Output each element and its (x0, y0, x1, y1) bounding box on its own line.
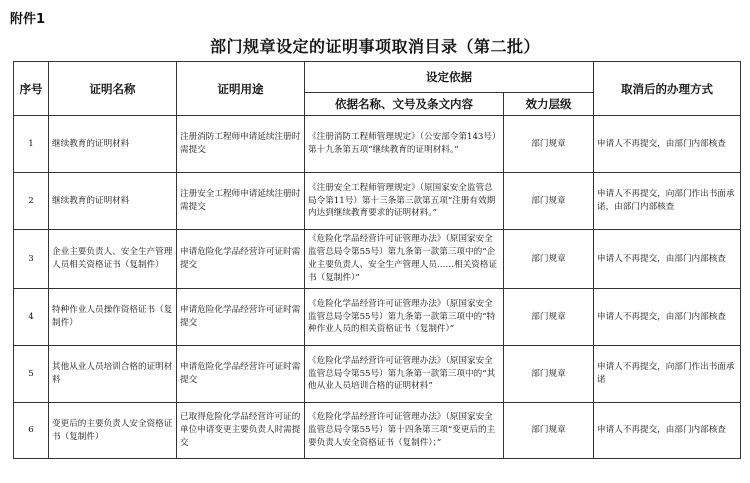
cell-basis: 《注册消防工程师管理规定》（公安部令第143号）第十九条第五项“继续教育的证明材料。” (305, 116, 504, 173)
cell-after: 申请人不再提交，由部门内部核查 (594, 403, 741, 459)
cell-name: 变更后的主要负责人安全资格证书（复制件） (49, 403, 177, 459)
cell-level: 部门规章 (504, 230, 594, 289)
header-name: 证明名称 (49, 62, 177, 116)
cell-basis: 《危险化学品经营许可证管理办法》（原国家安全监管总局令第55号）第九条第一款第三项中的“特种作业人员的相关资格证书（复制件）” (305, 289, 504, 346)
cell-basis: 《注册安全工程师管理规定》（原国家安全监管总局令第11号）第十三条第三款第五项“注册有效期内达到继续教育要求的证明材料。” (305, 173, 504, 230)
cell-after: 申请人不再提交，由部门内部核查 (594, 116, 741, 173)
cell-after: 申请人不再提交，由部门内部核查 (594, 230, 741, 289)
cell-name: 继续教育的证明材料 (49, 173, 177, 230)
page-title: 部门规章设定的证明事项取消目录（第二批） (209, 37, 540, 56)
cell-after: 申请人不再提交，向部门作出书面承诺 (594, 346, 741, 403)
cell-index: 5 (14, 346, 49, 403)
header-row-1 (14, 62, 741, 93)
header-index: 序号 (14, 62, 49, 116)
cancellation-table (13, 61, 741, 459)
cell-level: 部门规章 (504, 289, 594, 346)
cell-name: 企业主要负责人、安全生产管理人员相关资格证书（复制件） (49, 230, 177, 289)
table-row (14, 403, 741, 459)
cell-index: 6 (14, 403, 49, 459)
cell-index: 3 (14, 230, 49, 289)
cell-index: 4 (14, 289, 49, 346)
cell-basis: 《危险化学品经营许可证管理办法》（原国家安全监管总局令第55号）第十四条第三项“变更后的主要负责人安全资格证书（复制件）；” (305, 403, 504, 459)
cell-level: 部门规章 (504, 346, 594, 403)
table-row (14, 230, 741, 289)
cell-index: 2 (14, 173, 49, 230)
cell-use: 申请危险化学品经营许可证时需提交 (177, 230, 305, 289)
cell-level: 部门规章 (504, 173, 594, 230)
cell-level: 部门规章 (504, 403, 594, 459)
cell-after: 申请人不再提交，向部门作出书面承诺，由部门内部核查 (594, 173, 741, 230)
cell-level: 部门规章 (504, 116, 594, 173)
cell-name: 其他从业人员培训合格的证明材料 (49, 346, 177, 403)
cell-use: 注册消防工程师申请延续注册时需提交 (177, 116, 305, 173)
table-row (14, 346, 741, 403)
cell-name: 继续教育的证明材料 (49, 116, 177, 173)
header-after: 取消后的办理方式 (594, 62, 741, 116)
cell-basis: 《危险化学品经营许可证管理办法》（原国家安全监管总局令第55号）第九条第一款第三项中的“企业主要负责人、安全生产管理人员……相关资格证书（复制件）” (305, 230, 504, 289)
table-row (14, 173, 741, 230)
cell-use: 申请危险化学品经营许可证时需提交 (177, 346, 305, 403)
table-row (14, 289, 741, 346)
cell-use: 注册安全工程师申请延续注册时需提交 (177, 173, 305, 230)
cell-after: 申请人不再提交，由部门内部核查 (594, 289, 741, 346)
cell-index: 1 (14, 116, 49, 173)
cell-use: 已取得危险化学品经营许可证的单位申请变更主要负责人时需提交 (177, 403, 305, 459)
cell-basis: 《危险化学品经营许可证管理办法》（原国家安全监管总局令第55号）第九条第一款第三项中的“其他从业人员培训合格的证明材料” (305, 346, 504, 403)
header-use: 证明用途 (177, 62, 305, 116)
table-row (14, 116, 741, 173)
cell-use: 申请危险化学品经营许可证时需提交 (177, 289, 305, 346)
header-basis-detail: 依据名称、文号及条文内容 (305, 93, 504, 116)
cell-name: 特种作业人员操作资格证书（复制件） (49, 289, 177, 346)
attachment-label: 附件1 (10, 12, 46, 27)
header-level: 效力层级 (504, 93, 594, 116)
header-basis-group: 设定依据 (305, 62, 594, 93)
